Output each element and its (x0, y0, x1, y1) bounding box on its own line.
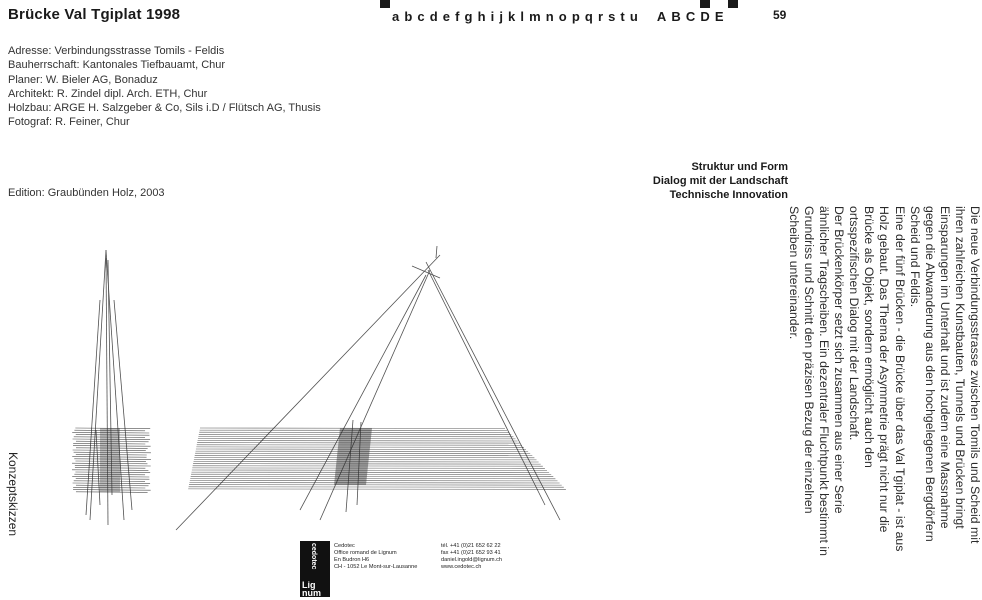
index-letter: n (545, 9, 555, 24)
edition-note: Edition: Graubünden Holz, 2003 (8, 187, 165, 199)
body-paragraph: Die neue Verbindungsstrasse zwischen Tomils und Scheid mit ihren zahlreichen Kunstbauten, Tunnels und Brücken bringt Einsparungen im Unterhalt und ist zudem eine Massnahme gegen die Abwanderung aus den hochgelegenen Bergdörfern Scheid und Feldis. (907, 206, 982, 544)
index-letter: l (520, 9, 525, 24)
index-letter: b (404, 9, 413, 24)
index-letter: C (685, 9, 696, 24)
index-letter: B (671, 9, 682, 24)
heading-structure: Struktur und Form (691, 161, 788, 173)
index-letter: s (608, 9, 616, 24)
body-paragraph: Eine der fünf Brücken - die Brücke über das Val Tgiplat - ist aus Holz gebaut. Das Thema der Asymmetrie prägt nicht nur die Brücke als Objekt, sondern ermöglicht auch den ortsspezifischen Dialog mit der Landschaft. (847, 206, 907, 552)
page-number: 59 (773, 8, 787, 22)
index-letter: i (490, 9, 495, 24)
left-section-shading (100, 428, 120, 492)
body-paragraph: Der Brückenkörper setzt sich zusammen aus einer Serie ähnlicher Tragscheiben. Ein dezentraler Fluchtpunkt bestimmt in Grundriss und Schnitt den präzisen Bezug der einzelnen Scheiben untereinander. (786, 206, 847, 556)
organisation-address: Cedotec Office romand de Lignum En Budron H6 CH - 1052 Le Mont-sur-Lausanne (334, 543, 418, 570)
index-letter: D (700, 9, 711, 24)
index-letter: E (714, 9, 725, 24)
footer-contact (300, 541, 520, 597)
index-letter: d (429, 9, 439, 24)
index-letter: r (597, 9, 604, 24)
credit-planner: Planer: W. Bieler AG, Bonaduz (8, 73, 158, 86)
index-letter: p (571, 9, 581, 24)
index-letter: e (442, 9, 451, 24)
heading-innovation: Technische Innovation (669, 189, 788, 201)
index-letter: j (499, 9, 504, 24)
contact-details: tél. +41 (0)21 652 62 22 fax +41 (0)21 652 93 41 daniel.ingold@lignum.ch www.cedotec.ch (441, 543, 503, 570)
heading-dialog: Dialog mit der Landschaft (652, 175, 788, 187)
index-letter: g (464, 9, 473, 24)
index-letter: o (558, 9, 568, 24)
index-letter: f (455, 9, 460, 24)
credit-client: Bauherrschaft: Kantonales Tiefbauamt, Chur (8, 59, 226, 72)
credit-timber-construction: Holzbau: ARGE H. Salzgeber & Co, Sils i.D / Flütsch AG, Thusis (8, 102, 321, 115)
sketch-caption: Konzeptskizzen (6, 452, 20, 537)
index-letter: u (629, 9, 639, 24)
index-letter: t (620, 9, 626, 24)
lignum-logo: cedotec Lig num (300, 541, 330, 597)
index-letter: q (584, 9, 594, 24)
page-title: Brücke Val Tgiplat 1998 (8, 6, 181, 23)
credit-address: Adresse: Verbindungsstrasse Tomils - Feldis (8, 45, 225, 57)
credit-architect: Architekt: R. Zindel dipl. Arch. ETH, Chur (8, 87, 208, 100)
rotated-body-text (782, 206, 982, 556)
index-letter: c (417, 9, 426, 24)
index-letter: k (508, 9, 516, 24)
index-letter: m (529, 9, 542, 24)
right-section-shading (334, 428, 372, 485)
index-letter: a (392, 9, 400, 24)
index-letter: h (477, 9, 487, 24)
credit-photographer: Fotograf: R. Feiner, Chur (8, 116, 130, 129)
index-letter: A (656, 9, 667, 24)
